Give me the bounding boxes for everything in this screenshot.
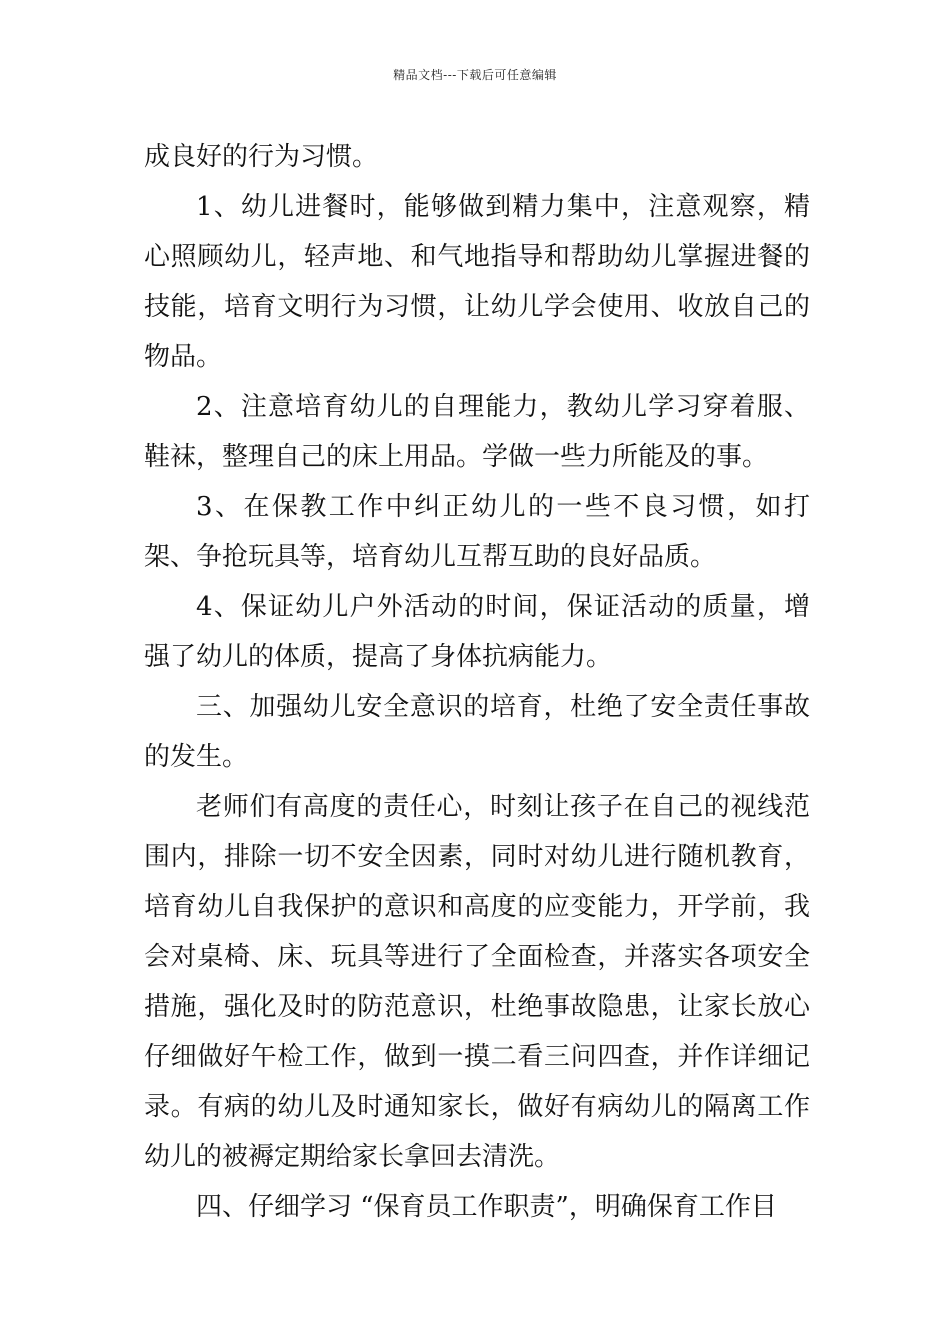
paragraph-item-1: 1、幼儿进餐时，能够做到精力集中，注意观察，精心照顾幼儿，轻声地、和气地指导和帮助幼儿掌握进餐的技能，培育文明行为习惯，让幼儿学会使用、收放自己的物品。 (144, 192, 810, 372)
section-heading-4: 四、仔细学习 “保育员工作职责”，明确保育工作目 (196, 1192, 777, 1222)
paragraph-item-2: 2、注意培育幼儿的自理能力，教幼儿学习穿着服、鞋袜，整理自己的床上用品。学做一些力所能及的事。 (144, 392, 810, 472)
document-body (144, 132, 810, 1232)
paragraph-continuation: 成良好的行为习惯。 (144, 142, 379, 172)
paragraph-safety: 老师们有高度的责任心，时刻让孩子在自己的视线范围内，排除一切不安全因素，同时对幼儿进行随机教育，培育幼儿自我保护的意识和高度的应变能力，开学前，我会对桌椅、床、玩具等进行了全面检查，并落实各项安全措施，强化及时的防范意识，杜绝事故隐患，让家长放心仔细做好午检工作，做到一摸二看三问四查，并作详细记录。有病的幼儿及时通知家长，做好有病幼儿的隔离工作幼儿的被褥定期给家长拿回去清洗。 (144, 792, 810, 1172)
page-header: 精品文档---下载后可任意编辑 (393, 68, 557, 82)
paragraph-item-4: 4、保证幼儿户外活动的时间，保证活动的质量，增强了幼儿的体质，提高了身体抗病能力。 (144, 592, 810, 672)
paragraph-item-3: 3、在保教工作中纠正幼儿的一些不良习惯，如打架、争抢玩具等，培育幼儿互帮互助的良好品质。 (144, 492, 810, 572)
section-heading-3: 三、加强幼儿安全意识的培育，杜绝了安全责任事故的发生。 (144, 692, 810, 772)
